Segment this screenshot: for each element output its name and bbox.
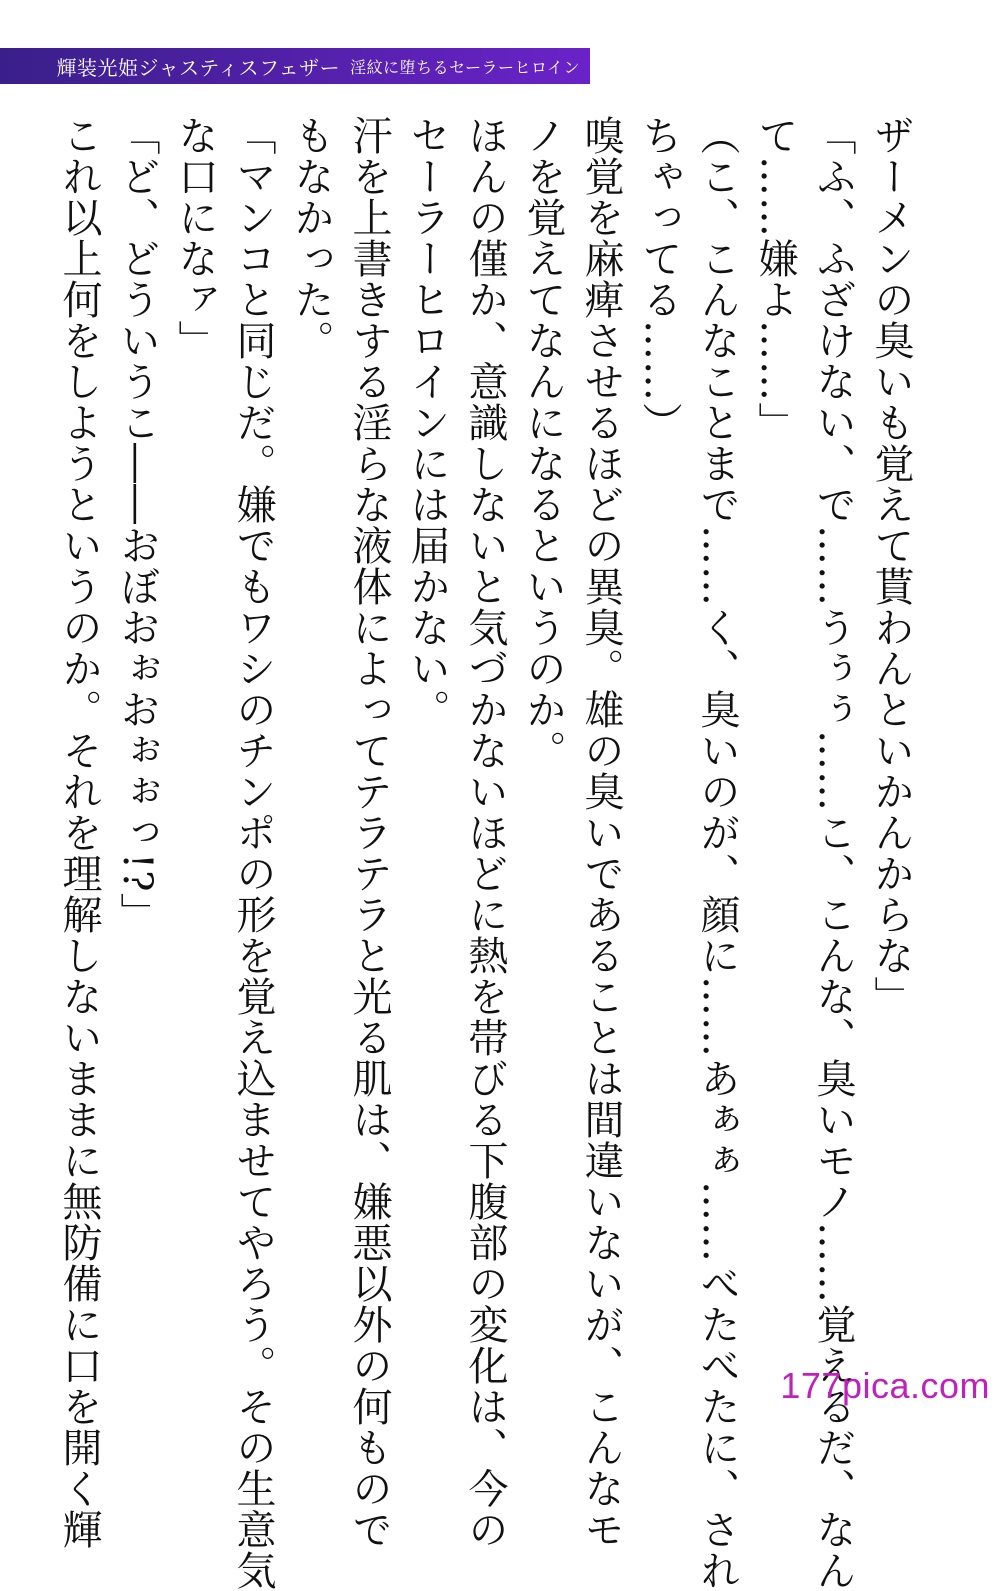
text-line: ザーメンの臭いも覚えて貰わんといかんからな」 bbox=[868, 115, 914, 1017]
header-band bbox=[0, 48, 590, 84]
text-line: セーラーヒロインには届かない。 bbox=[404, 115, 450, 730]
text-line: ほんの僅か、意識しないと気づかないほどに熱を帯びる下腹部の変化は、今の bbox=[462, 115, 508, 1550]
text-line: 「ふ、ふざけない、で……うぅぅ……こ、こんな、臭いモノ……覚えるだ、なん bbox=[810, 115, 856, 1591]
text-line: 汗を上書きする淫らな液体によってテラテラと光る肌は、嫌悪以外の何もので bbox=[346, 115, 392, 1550]
text-line: 「ど、どういうこ――おぼおぉおぉぉっ!?」 bbox=[114, 115, 160, 934]
text-line: もなかった。 bbox=[288, 115, 334, 361]
text-line: て……嫌よ……」 bbox=[752, 115, 798, 443]
text-line: 「マンコと同じだ。嫌でもワシのチンポの形を覚え込ませてやろう。その生意気 bbox=[230, 115, 276, 1591]
text-line: （こ、こんなことまで……く、臭いのが、顔に……あぁぁ……べたべたに、され bbox=[694, 115, 740, 1591]
text-line: 嗅覚を麻痺させるほどの異臭。雄の臭いであることは間違いないが、こんなモ bbox=[578, 115, 624, 1550]
text-line: これ以上何をしようというのか。それを理解しないままに無防備に口を開く輝 bbox=[56, 115, 102, 1550]
text-line: ノを覚えてなんになるというのか。 bbox=[520, 115, 566, 771]
text-line: ちゃってる……） bbox=[636, 115, 682, 443]
text-line: な口になァ」 bbox=[172, 115, 218, 361]
site-watermark: 177pica.com bbox=[780, 1365, 990, 1406]
book-subtitle: 淫紋に堕ちるセーラーヒロイン bbox=[350, 57, 580, 77]
book-title: 輝装光姫ジャスティスフェザー bbox=[56, 55, 341, 80]
